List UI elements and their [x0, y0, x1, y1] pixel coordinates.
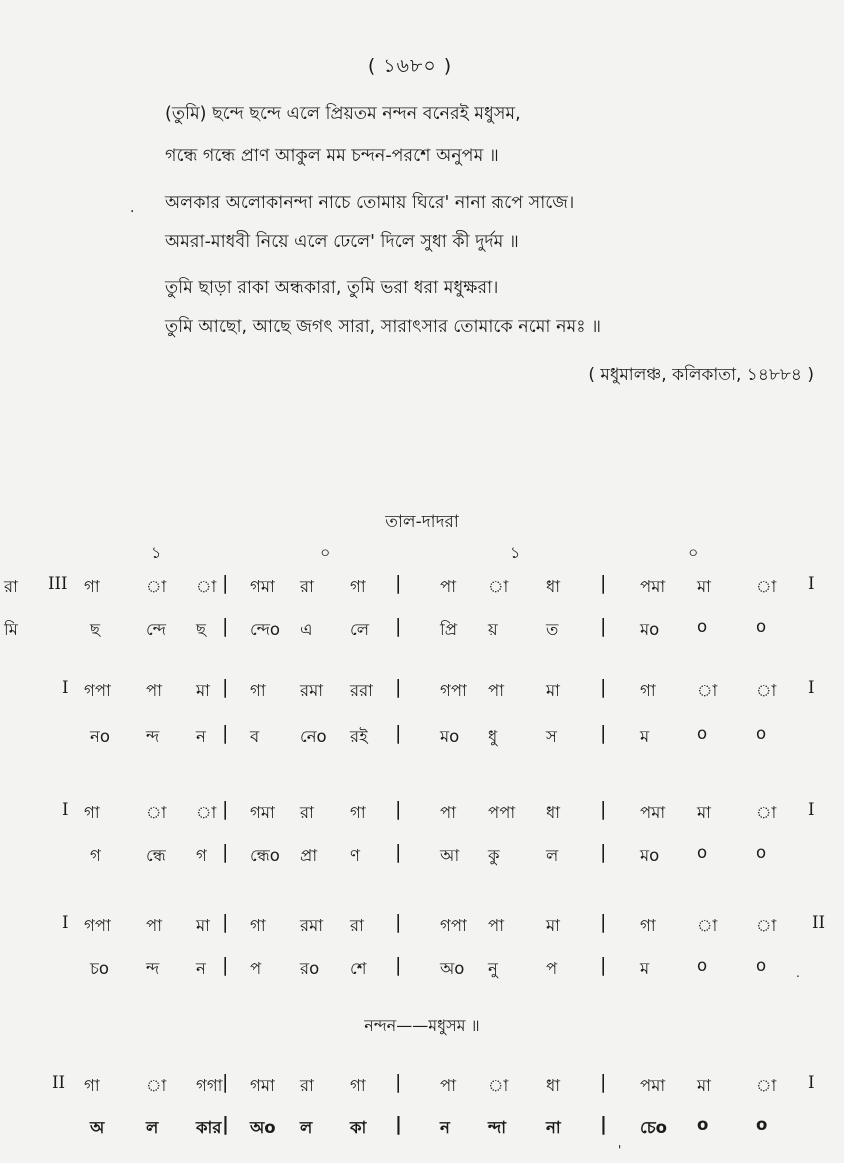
bar-line: | — [395, 676, 402, 698]
lyric-syllable: o — [756, 724, 767, 743]
swara-note: গা — [350, 803, 366, 822]
lyric-syllable: o — [756, 617, 767, 636]
bar-line: | — [600, 798, 607, 820]
closing-barline: I — [808, 1073, 815, 1092]
page-number: ( ১৬৮০ ) — [367, 55, 453, 77]
swara-row — [0, 913, 844, 943]
swara-note: গপা — [440, 916, 467, 935]
bar-line: | — [222, 615, 229, 637]
refrain-line: নন্দন——মধুসম ॥ — [364, 1016, 480, 1035]
lyric-syllable-row — [0, 1115, 844, 1145]
swara-note: মা — [196, 681, 210, 700]
lyric-syllable: o — [756, 843, 767, 862]
lyric-syllable: ম — [640, 727, 650, 746]
swara-note: মা — [697, 803, 711, 822]
swara-note: গা — [640, 916, 656, 935]
swara-note: গা — [250, 681, 266, 700]
swara-note: পা — [146, 681, 162, 700]
swara-note: গা — [84, 803, 100, 822]
beat-mark: ১ — [510, 543, 521, 562]
opening-barline: II — [52, 1073, 66, 1092]
lyric-syllable: ন্দা — [488, 1118, 507, 1137]
row-lead-text: রা — [4, 577, 18, 596]
swara-note: পমা — [640, 803, 666, 822]
swara-note: পা — [440, 1076, 456, 1095]
lyric-line-6: তুমি আছো, আছে জগৎ সারা, সারাৎসার তোমাকে নমো নমঃ ॥ — [165, 317, 602, 337]
swara-note: গা — [350, 577, 366, 596]
lyric-syllable: ণ — [350, 846, 360, 865]
lyric-syllable: o — [697, 843, 708, 862]
swara-note: পা — [440, 577, 456, 596]
swara-note: া — [756, 803, 777, 822]
lyric-syllable: ন্দ — [146, 727, 160, 746]
swara-note: া — [488, 577, 509, 596]
swara-note: রা — [300, 1076, 314, 1095]
swara-note: রমা — [300, 916, 324, 935]
closing-barline: II — [812, 913, 826, 932]
bar-line: | — [600, 954, 607, 976]
swara-note: গমা — [250, 1076, 275, 1095]
swara-note: া — [756, 681, 777, 700]
bar-line: | — [222, 722, 229, 744]
lyric-syllable: রo — [300, 959, 320, 978]
bar-line: | — [395, 572, 402, 594]
lyric-syllable: কার — [196, 1118, 222, 1137]
lyric-syllable: এ — [300, 620, 313, 639]
lyric-line-5: তুমি ছাড়া রাকা অন্ধকারা, তুমি ভরা ধরা মধুক্ষরা। — [165, 278, 499, 298]
opening-barline: III — [48, 574, 68, 593]
stray-mark: . — [796, 966, 800, 980]
bar-line: | — [395, 841, 402, 863]
swara-note: পা — [146, 916, 162, 935]
source-citation: ( মধুমালঞ্চ, কলিকাতা, ১৪৮৮৪ ) — [588, 365, 814, 385]
bar-line: | — [600, 676, 607, 698]
lyric-syllable: না — [546, 1118, 561, 1137]
swara-note: গা — [84, 577, 100, 596]
swara-note: পপা — [488, 803, 516, 822]
lyric-syllable: আ — [440, 846, 460, 865]
swara-note: মা — [546, 681, 560, 700]
lyric-syllable: নু — [488, 959, 498, 978]
lyric-syllable: প — [250, 959, 262, 978]
bar-line: | — [600, 722, 607, 744]
swara-note: া — [697, 681, 718, 700]
bar-line: | — [600, 1113, 607, 1135]
swara-note: পা — [440, 803, 456, 822]
closing-barline: I — [808, 574, 815, 593]
beat-mark: ১ — [151, 543, 162, 562]
swara-note: ধা — [546, 577, 561, 596]
lyric-syllable: মo — [640, 846, 660, 865]
lyric-syllable: o — [756, 1115, 768, 1134]
lyric-syllable: চo — [90, 959, 109, 978]
lyric-line-3: অলকার অলোকানন্দা নাচে তোমায় ঘিরে' নানা রূপে সাজে। — [165, 193, 575, 213]
stray-mark: ' — [618, 1143, 622, 1157]
swara-note: গগা — [196, 1076, 223, 1095]
swara-note: া — [756, 577, 777, 596]
swara-note: গপা — [440, 681, 467, 700]
lyric-syllable: নেo — [300, 727, 327, 746]
swara-row — [0, 800, 844, 830]
bar-line: | — [600, 841, 607, 863]
bar-line: | — [395, 798, 402, 820]
lyric-syllable: অo — [440, 959, 465, 978]
closing-barline: I — [808, 678, 815, 697]
lyric-syllable: o — [697, 1115, 709, 1134]
swara-note: া — [146, 1076, 167, 1095]
swara-note: মা — [546, 916, 560, 935]
bar-line: | — [600, 572, 607, 594]
lyric-syllable: ধু — [488, 727, 498, 746]
lyric-syllable: o — [697, 617, 708, 636]
lyric-syllable: ছ — [196, 620, 206, 639]
bar-line: | — [600, 911, 607, 933]
bar-line: | — [222, 676, 229, 698]
swara-note: মা — [697, 577, 711, 596]
swara-note: া — [756, 916, 777, 935]
lyric-syllable: ব — [250, 727, 260, 746]
opening-barline: I — [62, 913, 69, 932]
opening-barline: I — [62, 678, 69, 697]
swara-note: গা — [84, 1076, 100, 1095]
lyric-syllable: ন্দ — [146, 959, 160, 978]
lyric-line-4: অমরা-মাধবী নিয়ে এলে ঢেলে' দিলে সুধা কী দুর্দম ॥ — [165, 232, 519, 252]
bar-line: | — [222, 954, 229, 976]
swara-note: ররা — [350, 681, 373, 700]
swara-note: ধা — [546, 1076, 561, 1095]
beat-marks — [0, 540, 844, 564]
bar-line: | — [222, 798, 229, 820]
swara-note: পা — [488, 916, 504, 935]
lyric-syllable: ল — [300, 1118, 313, 1137]
lyric-line-2: গন্ধে গন্ধে প্রাণ আকুল মম চন্দন-পরশে অনুপম ॥ — [165, 146, 499, 166]
swara-row — [0, 1073, 844, 1103]
bar-line: | — [600, 1071, 607, 1093]
swara-note: া — [196, 577, 217, 596]
lyric-syllable: ছ — [90, 620, 100, 639]
bar-line: | — [222, 911, 229, 933]
bar-line: | — [222, 841, 229, 863]
opening-barline: I — [62, 800, 69, 819]
bar-line: | — [395, 1071, 402, 1093]
lyric-syllable-row — [0, 843, 844, 873]
lyric-syllable: ন্দে — [146, 620, 166, 639]
swara-note: ধা — [546, 803, 561, 822]
bar-line: | — [395, 911, 402, 933]
lyric-syllable: ন — [196, 727, 206, 746]
swara-note: গা — [250, 916, 266, 935]
swara-note: পা — [488, 681, 504, 700]
lyric-syllable: মo — [440, 727, 460, 746]
lyric-syllable: প্রি — [440, 620, 458, 639]
beat-mark: ০ — [320, 543, 331, 562]
lyric-syllable: স — [546, 727, 557, 746]
swara-note: া — [697, 916, 718, 935]
tala-title: তাল-দাদরা — [385, 512, 459, 532]
swara-note: গমা — [250, 577, 275, 596]
swara-note: পমা — [640, 1076, 666, 1095]
lyric-syllable: ন — [440, 1118, 450, 1137]
beat-mark: ০ — [688, 543, 699, 562]
bar-line: | — [395, 954, 402, 976]
swara-row — [0, 574, 844, 604]
bar-line: | — [395, 615, 402, 637]
swara-note: গমা — [250, 803, 275, 822]
lyric-syllable: কা — [350, 1118, 367, 1137]
swara-note: মা — [196, 916, 210, 935]
lyric-syllable: প — [546, 959, 558, 978]
lyric-syllable: ন্দেo — [250, 620, 281, 639]
lyric-syllable: নo — [90, 727, 110, 746]
lyric-syllable: অ — [90, 1118, 105, 1137]
swara-note: মা — [697, 1076, 711, 1095]
lyric-syllable-row — [0, 617, 844, 647]
swara-note: গা — [350, 1076, 366, 1095]
swara-note: রা — [350, 916, 364, 935]
lyric-syllable: ল — [546, 846, 559, 865]
bar-line: | — [222, 1113, 229, 1135]
swara-note: গপা — [84, 681, 111, 700]
lyric-syllable: প্রা — [300, 846, 318, 865]
bar-line: | — [222, 572, 229, 594]
swara-note: গা — [640, 681, 656, 700]
swara-note: রা — [300, 803, 314, 822]
lyric-syllable-row — [0, 956, 844, 986]
lyric-syllable: শে — [350, 959, 367, 978]
swara-note: গপা — [84, 916, 111, 935]
lyric-syllable: চেo — [640, 1118, 667, 1137]
lyric-syllable: ল — [146, 1118, 159, 1137]
swara-note: রমা — [300, 681, 324, 700]
lyric-syllable: য় — [488, 620, 498, 639]
swara-note: া — [146, 577, 167, 596]
swara-row — [0, 678, 844, 708]
swara-note: া — [488, 1076, 509, 1095]
bar-line: | — [600, 615, 607, 637]
lyric-syllable: o — [697, 956, 708, 975]
lyric-syllable: অo — [250, 1118, 276, 1137]
lyric-syllable: কু — [488, 846, 500, 865]
swara-note: া — [146, 803, 167, 822]
row-lead-text: মি — [4, 620, 18, 639]
swara-note: া — [196, 803, 217, 822]
stray-mark: . — [130, 200, 135, 216]
lyric-syllable: ন্ধে — [146, 846, 166, 865]
swara-note: া — [756, 1076, 777, 1095]
lyric-syllable: রই — [350, 727, 368, 746]
lyric-syllable: গ — [196, 846, 207, 865]
lyric-syllable: ম — [640, 959, 650, 978]
swara-note: পমা — [640, 577, 666, 596]
bar-line: | — [222, 1071, 229, 1093]
lyric-syllable: ত — [546, 620, 559, 639]
lyric-syllable-row — [0, 724, 844, 754]
lyric-syllable: গ — [90, 846, 101, 865]
lyric-line-1: (তুমি) ছন্দে ছন্দে এলে প্রিয়তম নন্দন বনেরই মধুসম, — [165, 104, 521, 124]
closing-barline: I — [808, 800, 815, 819]
lyric-syllable: o — [697, 724, 708, 743]
lyric-syllable: লে — [350, 620, 369, 639]
lyric-syllable: ন — [196, 959, 206, 978]
bar-line: | — [395, 1113, 402, 1135]
bar-line: | — [395, 722, 402, 744]
lyric-syllable: মo — [640, 620, 660, 639]
swara-note: রা — [300, 577, 314, 596]
lyric-syllable: ন্ধেo — [250, 846, 280, 865]
lyric-syllable: o — [756, 956, 767, 975]
